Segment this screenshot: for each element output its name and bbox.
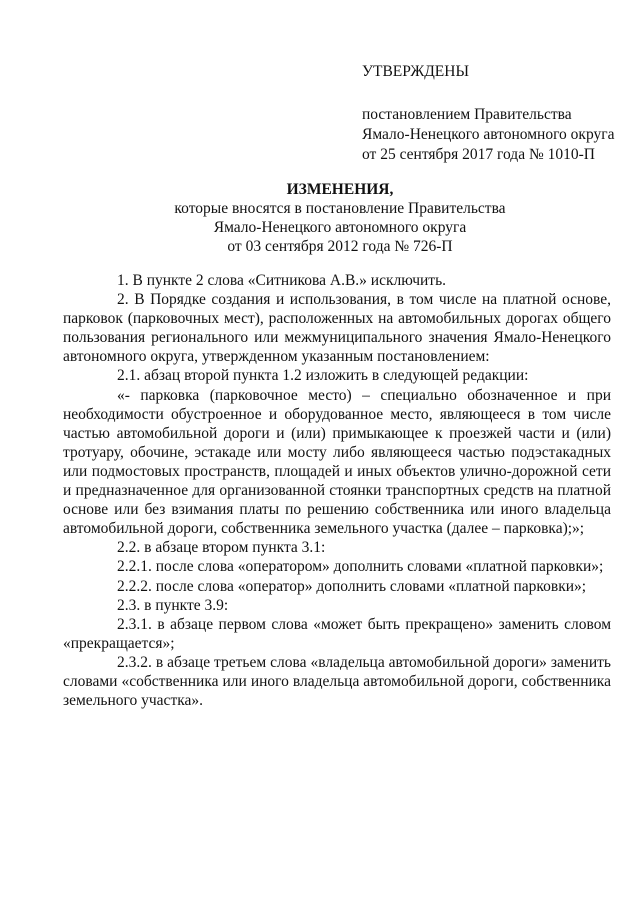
paragraph-2-2: 2.2. в абзаце втором пункта 3.1: xyxy=(117,539,326,557)
approval-stamp xyxy=(362,62,622,165)
paragraph-1: 1. В пункте 2 слова «Ситникова А.В.» исключить. xyxy=(117,272,447,289)
paragraph-2-2-1: 2.2.1. после слова «оператором» дополнить словами «платной парковки»; xyxy=(117,558,604,576)
document-body xyxy=(63,271,611,710)
paragraph-2-3-1: 2.3.1. в абзаце первом слова «может быть прекращено» заменить словом «прекращается»; xyxy=(63,615,611,652)
approval-line-2: Ямало-Ненецкого автономного округа xyxy=(362,126,615,143)
paragraph-2-1: 2.1. абзац второй пункта 1.2 изложить в следующей редакции: xyxy=(117,367,529,385)
heading-line-1: которые вносятся в постановление Правительства xyxy=(174,200,506,217)
heading-line-3: от 03 сентября 2012 года № 726-П xyxy=(227,238,453,255)
approval-line-3: от 25 сентября 2017 года № 1010-П xyxy=(362,146,595,163)
heading-line-2: Ямало-Ненецкого автономного округа xyxy=(213,219,467,236)
document-heading xyxy=(60,180,620,256)
paragraph-2-3-2: 2.3.2. в абзаце третьем слова «владельца автомобильной дороги» заменить словами «собственника или иного владельца автомобильной дороги, собственника земельного участка». xyxy=(63,653,611,710)
paragraph-parking-definition: «- парковка (парковочное место) – специально обозначенное и при необходимости обустроенное и оборудованное место, являющееся в том числе частью автомобильной дороги и (или) примыкающее к проезжей части и (или) тротуару, обочине, эстакаде или мосту либо являющееся частью подэстакадных или подмостовых пространств, площадей и иных объектов улично-дорожной сети и предназначенное для организованной стоянки транспортных средств на платной основе или без взимания платы по решению собственника или иного владельца автомобильной дороги, собственника земельного участка (далее – парковка);»; xyxy=(63,386,611,538)
approved-label: УТВЕРЖДЕНЫ xyxy=(362,63,469,80)
paragraph-2: 2. В Порядке создания и использования, в том числе на платной основе, парковок (парковочных мест), расположенных на автомобильных дорогах общего пользования регионального или межмуниципального значения Ямало-Ненецкого автономного округа, утвержденном указанным постановлением: xyxy=(63,291,611,366)
approval-line-1: постановлением Правительства xyxy=(362,106,572,123)
document-title: ИЗМЕНЕНИЯ, xyxy=(286,181,394,198)
paragraph-2-3: 2.3. в пункте 3.9: xyxy=(117,596,229,614)
paragraph-2-2-2: 2.2.2. после слова «оператор» дополнить словами «платной парковки»; xyxy=(117,577,587,595)
